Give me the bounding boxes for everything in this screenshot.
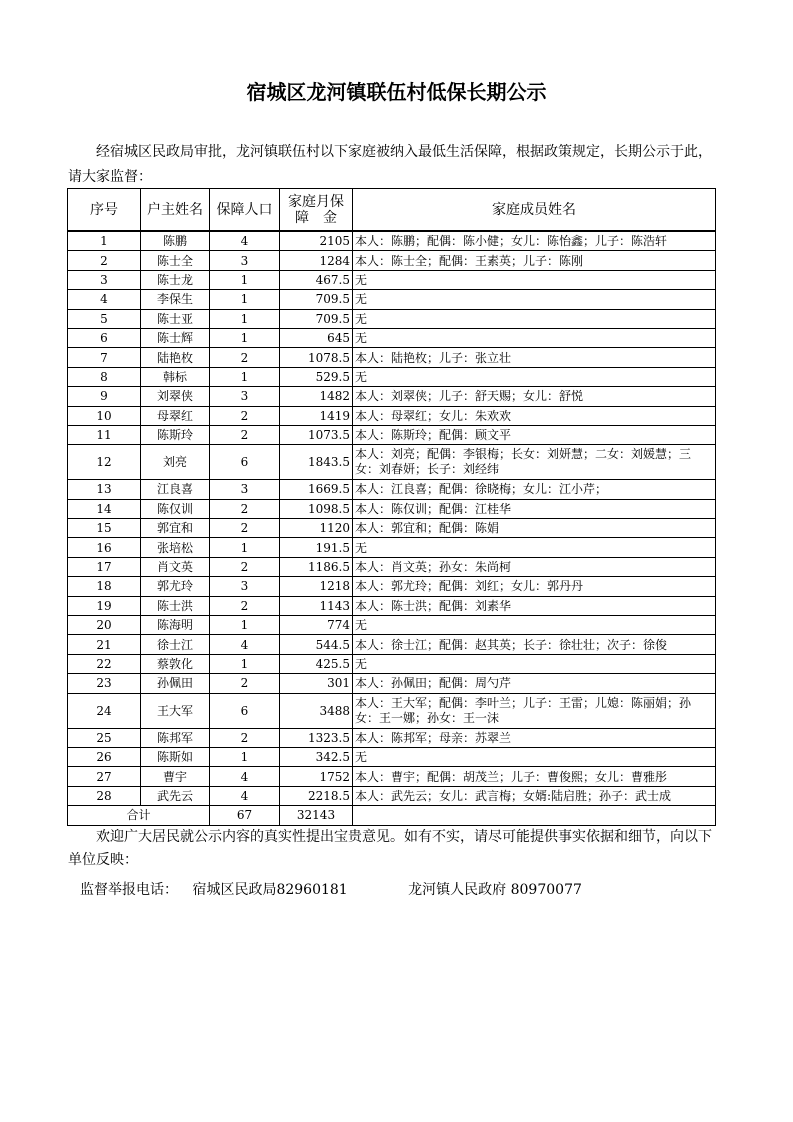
cell-amount: 709.5 [280,309,353,328]
cell-count: 1 [210,616,280,635]
cell-count: 4 [210,767,280,786]
table-row [68,499,716,518]
cell-no: 8 [68,367,141,386]
cell-members: 无 [353,654,716,673]
cell-no: 27 [68,767,141,786]
table-row [68,406,716,425]
cell-count: 2 [210,406,280,425]
footer-note: 欢迎广大居民就公示内容的真实性提出宝贵意见。如有不实，请尽可能提供事实依据和细节，向以下单位反映： [68,829,712,868]
cell-count: 1 [210,328,280,347]
cell-amount: 2105 [280,231,353,251]
cell-members: 无 [353,616,716,635]
total-empty [353,806,716,825]
cell-amount: 1078.5 [280,348,353,367]
cell-no: 7 [68,348,141,367]
cell-amount: 1843.5 [280,445,353,480]
cell-head: 孙佩田 [141,674,210,693]
header-amount-line1: 家庭月保 [288,193,344,210]
header-amount-line2: 障 金 [295,209,337,226]
cell-amount: 645 [280,328,353,347]
cell-head: 母翠红 [141,406,210,425]
cell-no: 3 [68,270,141,289]
cell-no: 22 [68,654,141,673]
table-row [68,538,716,557]
cell-members: 无 [353,367,716,386]
table-row [68,290,716,309]
cell-no: 12 [68,445,141,480]
cell-count: 1 [210,290,280,309]
cell-count: 2 [210,728,280,747]
table-row [68,693,716,728]
cell-amount: 1098.5 [280,499,353,518]
cell-no: 16 [68,538,141,557]
cell-amount: 191.5 [280,538,353,557]
cell-no: 18 [68,577,141,596]
cell-members: 无 [353,747,716,766]
cell-members: 本人：陆艳枚；儿子：张立壮 [353,348,716,367]
cell-members: 本人：陈士全；配偶：王素英；儿子：陈刚 [353,251,716,270]
civil-affairs-contact: 宿城区民政局82960181 [192,882,348,898]
table-row [68,747,716,766]
cell-members: 本人：孙佩田；配偶：周勺芹 [353,674,716,693]
cell-head: 陈士全 [141,251,210,270]
town-gov-contact: 龙河镇人民政府 80970077 [408,882,582,898]
cell-amount: 1218 [280,577,353,596]
table-row [68,309,716,328]
cell-count: 4 [210,786,280,805]
cell-no: 4 [68,290,141,309]
table-row [68,231,716,251]
cell-no: 5 [68,309,141,328]
table-body [68,231,716,825]
table-row [68,445,716,480]
cell-amount: 544.5 [280,635,353,654]
cell-head: 刘翠侠 [141,387,210,406]
cell-members: 本人：刘亮；配偶：李银梅；长女：刘妍慧；二女：刘媛慧；三女：刘春妍；长子：刘经纬 [353,445,716,480]
cell-no: 11 [68,425,141,444]
cell-no: 9 [68,387,141,406]
cell-members: 本人：曹宇；配偶：胡茂兰；儿子：曹俊熙；女儿：曹雅彤 [353,767,716,786]
header-amount [280,189,353,232]
cell-members: 本人：陈斯玲；配偶：顾文平 [353,425,716,444]
cell-no: 23 [68,674,141,693]
cell-head: 陈鹏 [141,231,210,251]
cell-count: 4 [210,635,280,654]
cell-head: 韩标 [141,367,210,386]
cell-count: 6 [210,693,280,728]
table-row [68,387,716,406]
cell-amount: 1482 [280,387,353,406]
cell-members: 本人：郭宜和；配偶：陈娟 [353,519,716,538]
cell-head: 郭尤玲 [141,577,210,596]
cell-amount: 342.5 [280,747,353,766]
cell-no: 14 [68,499,141,518]
table-row [68,635,716,654]
cell-members: 本人：陈士洪；配偶：刘素华 [353,596,716,615]
table-row [68,674,716,693]
table-row [68,425,716,444]
cell-count: 3 [210,387,280,406]
cell-head: 陈斯如 [141,747,210,766]
cell-count: 2 [210,557,280,576]
table-row [68,251,716,270]
cell-head: 江良喜 [141,480,210,499]
cell-count: 1 [210,654,280,673]
cell-head: 武先云 [141,786,210,805]
cell-members: 本人：陈仅训；配偶：江桂华 [353,499,716,518]
cell-no: 26 [68,747,141,766]
cell-no: 6 [68,328,141,347]
cell-members: 无 [353,270,716,289]
cell-head: 陆艳枚 [141,348,210,367]
cell-members: 无 [353,290,716,309]
cell-amount: 1143 [280,596,353,615]
cell-members: 本人：陈邦军；母亲：苏翠兰 [353,728,716,747]
cell-count: 2 [210,596,280,615]
cell-head: 陈仅训 [141,499,210,518]
cell-no: 20 [68,616,141,635]
cell-no: 24 [68,693,141,728]
cell-head: 曹宇 [141,767,210,786]
cell-amount: 1669.5 [280,480,353,499]
table-row [68,728,716,747]
table-row [68,348,716,367]
total-count: 67 [210,806,280,825]
cell-no: 2 [68,251,141,270]
table-row [68,328,716,347]
cell-members: 本人：郭尤玲；配偶：刘红；女儿：郭丹丹 [353,577,716,596]
table-row [68,616,716,635]
table-row [68,519,716,538]
cell-head: 陈邦军 [141,728,210,747]
cell-members: 本人：刘翠侠；儿子：舒天赐；女儿：舒悦 [353,387,716,406]
table-row [68,577,716,596]
cell-no: 15 [68,519,141,538]
cell-amount: 1073.5 [280,425,353,444]
cell-head: 陈士龙 [141,270,210,289]
cell-head: 徐士江 [141,635,210,654]
cell-amount: 467.5 [280,270,353,289]
table-header-row [68,189,716,232]
cell-count: 3 [210,480,280,499]
cell-no: 21 [68,635,141,654]
cell-amount: 2218.5 [280,786,353,805]
total-amount: 32143 [280,806,353,825]
cell-amount: 1752 [280,767,353,786]
cell-no: 25 [68,728,141,747]
cell-members: 本人：江良喜；配偶：徐晓梅；女儿：江小芹； [353,480,716,499]
cell-count: 1 [210,367,280,386]
cell-members: 本人：肖文英；孙女：朱尚柯 [353,557,716,576]
cell-amount: 425.5 [280,654,353,673]
cell-head: 王大军 [141,693,210,728]
table-row [68,767,716,786]
cell-amount: 3488 [280,693,353,728]
cell-head: 陈士辉 [141,328,210,347]
cell-members: 无 [353,309,716,328]
cell-head: 张培松 [141,538,210,557]
cell-members: 无 [353,538,716,557]
cell-members: 无 [353,328,716,347]
total-label: 合计 [68,806,210,825]
cell-amount: 1186.5 [280,557,353,576]
cell-head: 李保生 [141,290,210,309]
cell-amount: 774 [280,616,353,635]
cell-count: 4 [210,231,280,251]
cell-count: 6 [210,445,280,480]
cell-amount: 1323.5 [280,728,353,747]
hotline-label: 监督举报电话： [80,882,178,898]
total-row [68,806,716,825]
subsistence-table [67,188,716,826]
cell-count: 2 [210,348,280,367]
cell-head: 蔡敦化 [141,654,210,673]
cell-count: 1 [210,270,280,289]
page-title: 宿城区龙河镇联伍村低保长期公示 [246,80,547,104]
cell-amount: 709.5 [280,290,353,309]
table-row [68,786,716,805]
cell-no: 13 [68,480,141,499]
cell-count: 2 [210,674,280,693]
cell-no: 17 [68,557,141,576]
cell-members: 本人：母翠红；女儿：朱欢欢 [353,406,716,425]
cell-head: 刘亮 [141,445,210,480]
cell-no: 1 [68,231,141,251]
cell-count: 1 [210,747,280,766]
cell-members: 本人：王大军；配偶：李叶兰；儿子：王雷；儿媳：陈丽娟；孙女：王一娜；孙女：王一沫 [353,693,716,728]
table-row [68,654,716,673]
cell-count: 3 [210,577,280,596]
header-count: 保障人口 [210,189,280,232]
cell-no: 28 [68,786,141,805]
table-row [68,367,716,386]
cell-members: 本人：武先云；女儿：武言梅；女婿:陆启胜；孙子：武士成 [353,786,716,805]
cell-head: 郭宜和 [141,519,210,538]
cell-count: 2 [210,519,280,538]
header-members: 家庭成员姓名 [353,189,716,232]
cell-head: 肖文英 [141,557,210,576]
cell-amount: 529.5 [280,367,353,386]
table-row [68,480,716,499]
contact-line [80,879,592,899]
cell-head: 陈海明 [141,616,210,635]
table-row [68,596,716,615]
cell-head: 陈士亚 [141,309,210,328]
cell-count: 2 [210,499,280,518]
cell-members: 本人：徐士江；配偶：赵其英；长子：徐壮壮；次子：徐俊 [353,635,716,654]
cell-amount: 1120 [280,519,353,538]
header-head: 户主姓名 [141,189,210,232]
header-no: 序号 [68,189,141,232]
cell-count: 2 [210,425,280,444]
cell-amount: 1284 [280,251,353,270]
cell-no: 10 [68,406,141,425]
cell-no: 19 [68,596,141,615]
cell-count: 1 [210,538,280,557]
cell-members: 本人：陈鹏；配偶：陈小健；女儿：陈怡鑫；儿子：陈浩轩 [353,231,716,251]
cell-head: 陈士洪 [141,596,210,615]
intro-paragraph: 经宿城区民政局审批，龙河镇联伍村以下家庭被纳入最低生活保障，根据政策规定，长期公示于此，请大家监督： [68,144,712,185]
cell-count: 1 [210,309,280,328]
cell-count: 3 [210,251,280,270]
cell-amount: 301 [280,674,353,693]
table-row [68,557,716,576]
table-row [68,270,716,289]
cell-head: 陈斯玲 [141,425,210,444]
cell-amount: 1419 [280,406,353,425]
